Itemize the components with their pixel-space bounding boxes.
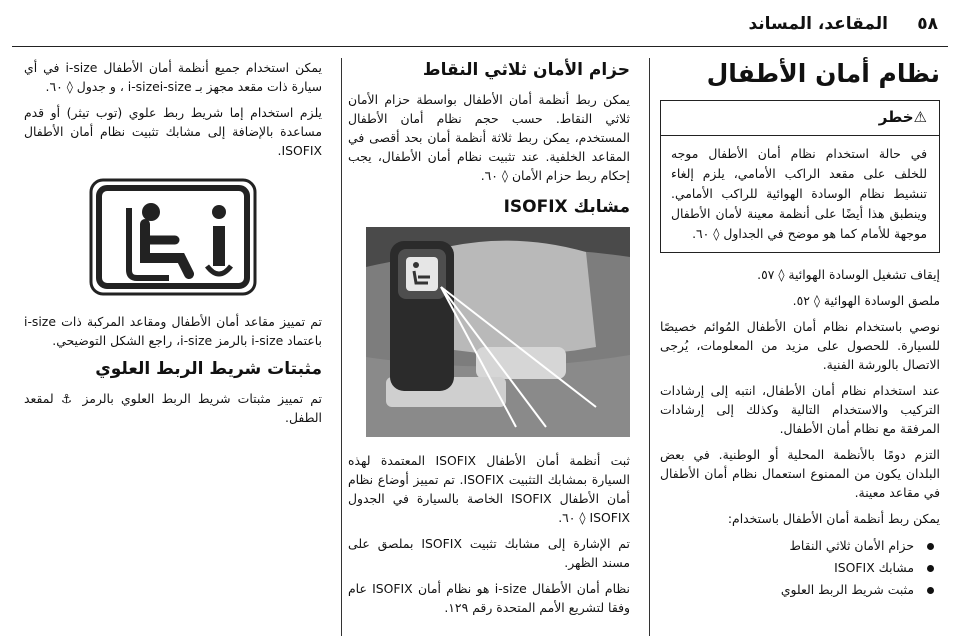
list-item-text: مثبت شريط الربط العلوي xyxy=(780,582,914,597)
column-3 xyxy=(24,58,322,434)
list-item xyxy=(660,557,940,579)
warning-header xyxy=(661,101,939,136)
header-rule xyxy=(12,46,948,47)
paragraph: ملصق الوسادة الهوائية ◊ ٥٢. xyxy=(792,293,940,308)
list-item-text: مشابك ISOFIX xyxy=(834,560,914,575)
seat-illustration xyxy=(366,227,630,437)
column-divider xyxy=(649,58,650,636)
paragraph: ثبت أنظمة أمان الأطفال ISOFIX المعتمدة لهذه السيارة بمشابك التثبيت ISOFIX. تم تمييز أوضاع نظام أمان الأطفال ISOFIX الخاصة بالسيارة في الجدول ISOFIX ◊ ٦٠. xyxy=(348,453,630,525)
bullet-icon xyxy=(927,565,934,572)
isofix-seat-photo xyxy=(366,227,630,437)
list-item-text: حزام الأمان ثلاثي النقاط xyxy=(789,538,914,553)
list-item xyxy=(660,579,940,601)
paragraph: عند استخدام نظام أمان الأطفال، انتبه إلى إرشادات التركيب والاستخدام التالية وكذلك إلى إرشادات المرفقة مع نظام أمان الأطفال. xyxy=(660,383,940,436)
paragraph: نوصي باستخدام نظام أمان الأطفال المُوائم خصيصًا للسيارة. للحصول على مزيد من المعلومات، يُرجى الاتصال بالورشة الفنية. xyxy=(660,319,940,372)
warning-text: في حالة استخدام نظام أمان الأطفال موجه للخلف على مقعد الراكب الأمامي، يلزم إلغاء تنشيط نظام الوسادة الهوائية للراكب الأمامي. وينطبق هذا أيضًا على أنظمة معينة لأمان الأطفال موجهة للأمام كما هو موضح في الجداول ◊ ٦٠. xyxy=(671,146,927,241)
paragraph: تم تمييز مقاعد أمان الأطفال ومقاعد المركبة ذات i-size باعتماد i-size بالرمز i-size، راجع الشكل التوضيحي. xyxy=(24,314,322,348)
bullet-icon xyxy=(927,543,934,550)
section-title: المقاعد، المساند xyxy=(748,14,888,34)
section-heading: حزام الأمان ثلاثي النقاط xyxy=(422,60,630,80)
paragraph: نظام أمان الأطفال i-size هو نظام أمان ISOFIX عام وفقا لتشريع الأمم المتحدة رقم ١٢٩. xyxy=(348,581,630,615)
bullet-icon xyxy=(927,587,934,594)
section-heading: مثبتات شريط الربط العلوي xyxy=(95,359,322,379)
i-size-symbol-icon xyxy=(89,178,257,296)
column-2 xyxy=(348,58,630,624)
paragraph: يمكن ربط أنظمة أمان الأطفال بواسطة حزام الأمان ثلاثي النقاط. حسب حجم نظام أمان الأطفال المستخدم، يمكن ربط ثلاثة أنظمة أمان بحد أقصى في المقاعد الخلفية. عند تثبيت نظام أمان الأطفال، يجب إحكام ربط حزام الأمان ◊ ٦٠. xyxy=(348,92,630,183)
bullet-list xyxy=(660,535,940,601)
warning-label: ⚠خطر xyxy=(878,108,927,126)
paragraph: يمكن استخدام جميع أنظمة أمان الأطفال i-size في أي سيارة ذات مقعد مجهز بـ i-sizei-size ، و جدول ◊ ٦٠. xyxy=(24,60,322,94)
column-divider xyxy=(341,58,342,636)
paragraph: إيقاف تشغيل الوسادة الهوائية ◊ ٥٧. xyxy=(757,267,940,282)
warning-box xyxy=(660,100,940,253)
section-heading: مشابك ISOFIX xyxy=(503,197,630,217)
column-1 xyxy=(660,58,940,601)
list-item xyxy=(660,535,940,557)
paragraph: يلزم استخدام إما شريط ربط علوي (توب تيثر) أو قدم مساعدة بالإضافة إلى مشابك تثبيت نظام أمان الأطفال ISOFIX. xyxy=(24,105,322,158)
page-title: نظام أمان الأطفال xyxy=(706,59,940,88)
page-number: ٥٨ xyxy=(917,14,938,34)
paragraph: تم تمييز مثبتات شريط الربط العلوي بالرمز ⚓ لمقعد الطفل. xyxy=(24,391,322,425)
paragraph: يمكن ربط أنظمة أمان الأطفال باستخدام: xyxy=(727,511,940,526)
page-header xyxy=(0,0,960,44)
paragraph: تم الإشارة إلى مشابك تثبيت ISOFIX بملصق على مسند الظهر. xyxy=(348,536,630,570)
paragraph: التزم دومًا بالأنظمة المحلية أو الوطنية. في بعض البلدان يكون من الممنوع استعمال نظام أمان الأطفال في مقاعد معينة. xyxy=(660,447,940,500)
